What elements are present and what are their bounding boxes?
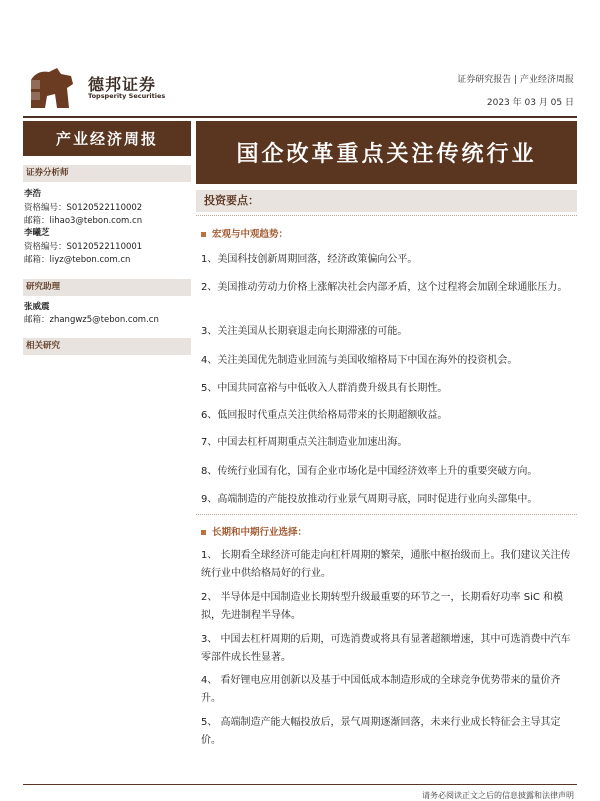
analyst-email[interactable]: 邮箱：lihao3@tebon.com.cn — [24, 216, 143, 226]
disclaimer-note: 请务必阅读正文之后的信息披露和法律声明 — [422, 791, 574, 800]
list-item: 4、关注美国优先制造业回流与美国收缩格局下中国在海外的投资机会。 — [201, 355, 518, 366]
footer-divider — [23, 784, 577, 785]
assistant-name: 张威震 — [24, 302, 50, 312]
key-points-heading: 投资要点： — [196, 190, 577, 212]
list-item: 7、中国去杠杆周期重点关注制造业加速出海。 — [201, 437, 408, 448]
logo-text: 德邦证券 — [88, 75, 157, 94]
section-heading-macro: 宏观与中观趋势： — [201, 226, 288, 240]
analyst-heading: 证券分析师 — [23, 165, 191, 182]
section-heading-industry: 长期和中期行业选择： — [201, 524, 307, 538]
analyst-name: 李浩 — [24, 189, 42, 199]
list-item: 8、传统行业国有化，国有企业市场化是中国经济效率上升的重要突破方向。 — [201, 466, 538, 477]
section-divider — [196, 514, 577, 515]
report-type: 证券研究报告 | 产业经济周报 — [457, 75, 574, 85]
report-category-banner: 产业经济周报 — [23, 121, 191, 156]
square-bullet-icon — [201, 530, 206, 535]
analyst-cert: 资格编号：S0120522110001 — [24, 242, 143, 252]
list-item: 4、 看好锂电应用创新以及基于中国低成本制造形成的全球竞争优势带来的量价齐升。 — [201, 675, 561, 704]
list-item: 1、 长期看全球经济可能走向杠杆周期的繁荣，通胀中枢抬级而上。我们建议关注传统行业中供给格局好的行业。 — [201, 550, 571, 579]
list-item: 3、关注美国从长期衰退走向长期滞涨的可能。 — [201, 326, 408, 337]
list-item: 5、中国共同富裕与中低收入人群消费升级具有长期性。 — [201, 383, 448, 394]
page-title: 国企改革重点关注传统行业 — [196, 121, 577, 184]
report-date: 2023 年 03 月 05 日 — [486, 98, 574, 108]
analyst-email[interactable]: 邮箱：liyz@tebon.com.cn — [24, 255, 131, 265]
assistant-heading: 研究助理 — [23, 279, 191, 296]
list-item: 3、 中国去杠杆周期的后期，可选消费或将具有显著超额增速，其中可选消费中汽车零部件成长性显著。 — [201, 634, 571, 663]
analyst-cert: 资格编号：S0120522110002 — [24, 203, 143, 213]
list-item: 1、美国科技创新周期回落，经济政策偏向公平。 — [201, 254, 418, 265]
list-item: 2、 半导体是中国制造业长期转型升级最重要的环节之一，长期看好功率 SiC 和模拟，先进制程半导体。 — [201, 592, 564, 621]
square-bullet-icon — [201, 232, 206, 237]
list-item: 9、高端制造的产能投放推动行业景气周期寻底，同时促进行业向头部集中。 — [201, 494, 538, 505]
list-item: 2、美国推动劳动力价格上涨解决社会内部矛盾，这个过程将会加剧全球通胀压力。 — [201, 282, 568, 293]
list-item: 6、低回报时代重点关注供给格局带来的长期超额收益。 — [201, 410, 448, 421]
analyst-name: 李曦芝 — [24, 228, 50, 238]
related-research-heading: 相关研究 — [23, 338, 191, 355]
logo-icon — [27, 66, 77, 110]
section-divider — [196, 215, 577, 216]
assistant-email[interactable]: 邮箱：zhangwz5@tebon.com.cn — [24, 315, 159, 325]
header-divider — [23, 116, 577, 118]
list-item: 5、 高端制造产能大幅投放后，景气周期逐渐回落，未来行业成长特征会主导其定价。 — [201, 717, 561, 746]
logo-subtitle: Topsperity Securities — [88, 92, 166, 100]
